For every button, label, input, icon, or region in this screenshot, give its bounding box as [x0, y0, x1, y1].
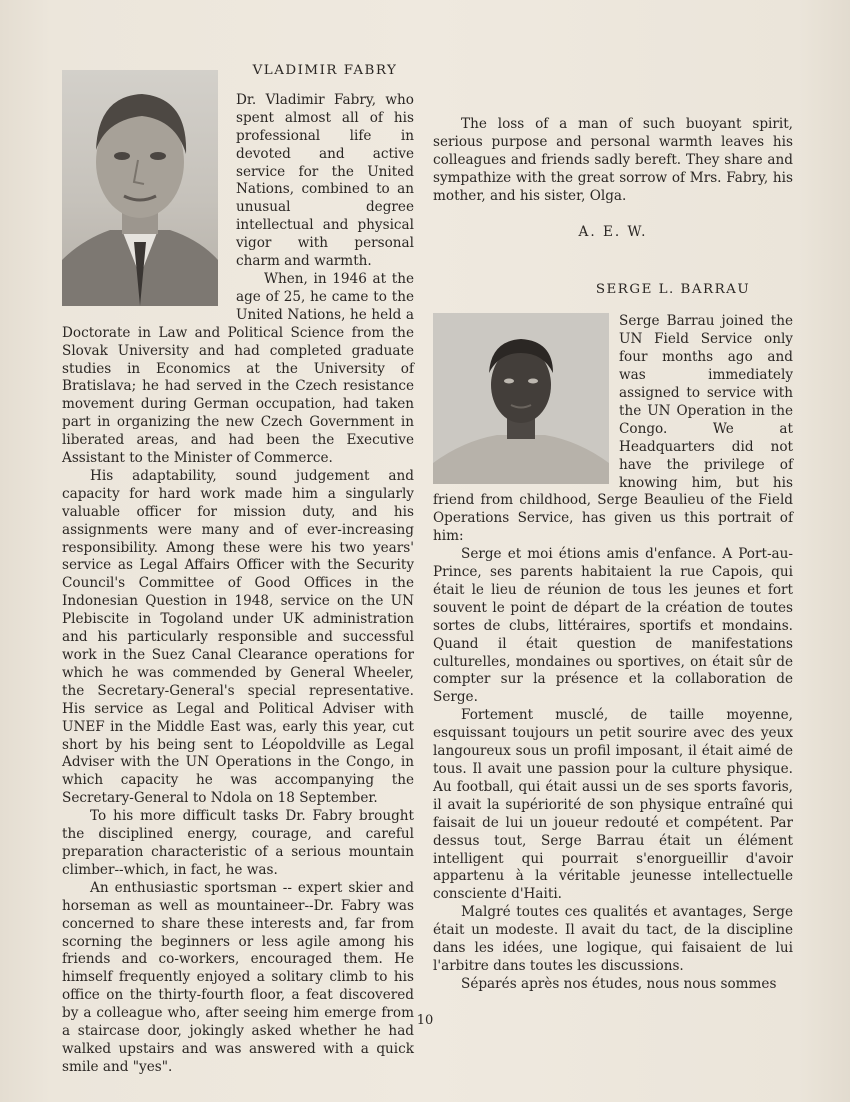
- barrau-paragraph-5: Séparés après nos études, nous nous sommes: [461, 975, 777, 992]
- barrau-paragraph-1: Serge Barrau joined the UN Field Service only four months ago and was immediately assigned to service with the UN Operation in the Congo. We at Headquarters did not have the privilege of knowing him, but his friend from childhood, Serge Beaulieu of the Field Operations Service, has given us this portrait of him:: [433, 313, 793, 545]
- fabry-paragraph-1: Dr. Vladimir Fabry, who spent almost all of his professional life in devoted and active service for the United Nations, combined to an unusual degree intellectual and physical vigor with personal charm and warmth.: [236, 91, 414, 270]
- fabry-paragraph-5: An enthusiastic sportsman -- expert skier and horseman as well as mountaineer--Dr. Fabry was concerned to share these interests and, far from scorning the beginners or less agile among his friends and co-workers, encouraged them. He himself frequently enjoyed a solitary climb to his office on the thirty-fourth floor, a feat discovered by a colleague who, after seeing him emerge from a staircase door, jokingly asked whether he had walked upstairs and was answered with a quick smile and "yes".: [62, 879, 414, 1075]
- fabry-paragraph-4: To his more difficult tasks Dr. Fabry brought the disciplined energy, courage, and careful preparation characteristic of a serious mountain climber--which, in fact, he was.: [62, 808, 414, 878]
- fabry-paragraph-6: The loss of a man of such buoyant spirit, serious purpose and personal warmth leaves his colleagues and friends sadly bereft. They share and sympathize with the great sorrow of Mrs. Fabry, his mother, and his sister, Olga.: [433, 116, 793, 204]
- right-column: [433, 62, 793, 994]
- left-column: [62, 62, 414, 1077]
- fabry-paragraph-3: His adaptability, sound judgement and capacity for hard work made him a singularly valuable officer for mission duty, and his assignments were many and of ever-increasing responsibility. Among these were his two years' service as Legal Affairs Officer with the Security Council's Committee of Good Offices in the Indonesian Question in 1948, service on the UN Plebiscite in Togoland under UK administration and his particularly responsible and successful work in the Suez Canal Clearance operations for which he was commended by General Wheeler, the Secretary-General's special representative. His service as Legal and Political Adviser with UNEF in the Middle East was, early this year, cut short by his being sent to Léopoldville as Legal Adviser with the UN Operations in the Congo, in which capacity he was accompanying the Secretary-General to Ndola on 18 September.: [62, 467, 414, 807]
- barrau-paragraph-3: Fortement musclé, de taille moyenne, esquissant toujours un petit sourire avec des yeux langoureux sous un profil imposant, il était aimé de tous. Il avait une passion pour la culture physique. Au football, qui était aussi un de ses sports favoris, il avait la supériorité de son physique entraîné qui faisait de lui un joueur redouté et compétent. Par dessus tout, Serge Barrau était un élément intelligent qui pourrait s'enorgueillir d'avoir appartenu à la véritable jeunesse intellectuelle consciente d'Haiti.: [433, 707, 793, 903]
- barrau-paragraph-2: Serge et moi étions amis d'enfance. A Port-au-Prince, ses parents habitaient la rue Capois, qui était le lieu de réunion de tous les jeunes et fort souvent le point de départ de la création de toutes sortes de clubs, littéraires, sportifs et mondains. Quand il était question de manifestations culturelles, mondaines ou sportives, on était sûr de compter sur la présence et la collaboration de Serge.: [433, 546, 793, 706]
- fabry-paragraph-2: When, in 1946 at the age of 25, he came to the United Nations, he held a Doctorate in Law and Political Science from the Slovak University and had completed graduate studies in Economics at the University of Bratislava; he had served in the Czech resistance movement during German occupation, had taken part in organizing the new Czech Government in liberated areas, and had been the Executive Assistant to the Minister of Commerce.: [62, 270, 414, 467]
- barrau-heading: SERGE L. BARRAU: [595, 282, 751, 298]
- barrau-paragraph-4: Malgré toutes ces qualités et avantages, Serge était un modeste. Il avait du tact, de la discipline dans les idées, une logique, qui faisaient de lui l'arbitre dans toutes les discussions.: [433, 904, 793, 974]
- fabry-heading: VLADIMIR FABRY: [252, 63, 398, 78]
- portrait-photo-barrau: [433, 313, 609, 484]
- portrait-photo-fabry: [62, 70, 218, 306]
- fabry-signature: A. E. W.: [578, 223, 648, 240]
- page-number: 10: [416, 1013, 434, 1028]
